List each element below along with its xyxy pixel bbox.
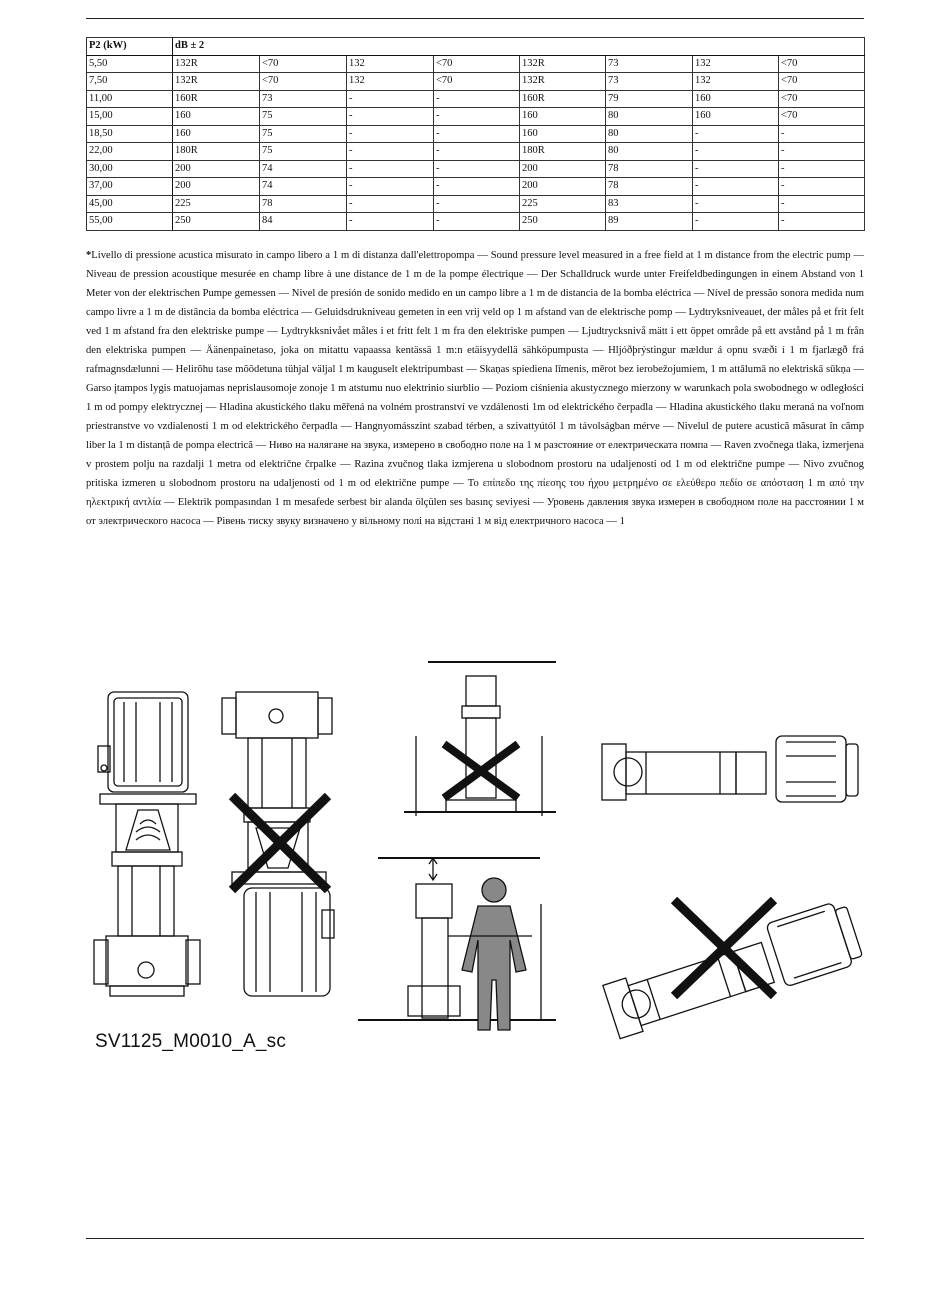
table-cell: - [347,178,434,196]
table-cell: - [693,178,779,196]
pump-vertical-correct [94,692,200,996]
table-row [87,213,865,231]
cross-pit [444,744,518,798]
cross-pump-inverted [232,796,328,890]
footnote-sentence: Το επίπεδο της πίεσης του ήχου μετρημένο σε ελεύθερο πεδίο σε απόσταση 1 m από την ηλεκτρική αντλία [86,478,864,508]
table-cell: 78 [260,195,347,213]
footnote-separator: — [466,364,477,375]
row-power-cell: 7,50 [87,73,173,91]
table-cell: 160R [173,90,260,108]
footnote-separator: — [675,307,686,318]
noise-level-table [86,37,865,231]
table-cell: <70 [434,73,520,91]
footnote-separator: — [477,250,488,261]
table-row [87,90,865,108]
footnote-separator: — [164,497,175,508]
footnote-sentence: Der Schalldruck wurde unter Freifeldbedingungen in einem Abstand von 1 Meter von der elektrischen Pumpe gemessen [86,269,865,299]
footnote-separator: — [710,440,722,451]
footnote-separator: — [655,402,667,413]
table-cell: - [434,108,520,126]
row-power-cell: 30,00 [87,160,173,178]
header-db: dB ± 2 [173,38,865,56]
figure-code: SV1125_M0010_A_sc [95,1031,287,1052]
table-cell: <70 [260,73,347,91]
table-cell: - [347,125,434,143]
table-cell: - [434,178,520,196]
header-p2: P2 (kW) [87,38,173,56]
footnote-sentence: Poziom ciśnienia akustycznego mierzony w warunkach pola swobodnego w odległości 1 m od pompy elektrycznej [86,383,864,413]
footnote-separator: — [205,402,217,413]
footnote-separator: — [267,326,278,337]
table-cell: - [779,213,865,231]
table-cell: 200 [173,178,260,196]
row-power-cell: 45,00 [87,195,173,213]
footnote-sentence: Geluidsdrukniveau gemeten in een vrij veld op 1 m afstand van de elektrische pomp [314,307,673,318]
table-row [87,178,865,196]
row-power-cell: 18,50 [87,125,173,143]
row-power-cell: 15,00 [87,108,173,126]
table-row [87,125,865,143]
table-cell: 160 [173,108,260,126]
table-cell: 180R [173,143,260,161]
table-cell: 200 [173,160,260,178]
footnote-separator: — [853,364,865,375]
table-cell: 132R [173,73,260,91]
table-cell: 160R [520,90,606,108]
footnote-sentence: Ниво на налягане на звука, измерено в свободно поле на 1 м разстояние от електрическата помпа [268,440,708,451]
table-cell: 80 [606,125,693,143]
table-cell: - [434,143,520,161]
table-cell: - [779,195,865,213]
table-cell: - [779,160,865,178]
table-cell: 80 [606,143,693,161]
footnote-separator: — [301,307,313,318]
table-cell: <70 [779,55,865,73]
table-row [87,143,865,161]
table-row [87,73,865,91]
table-cell: - [347,160,434,178]
footnote-star: * [86,250,92,261]
footnote-sentence: Уровень давления звука измерен в свободном поле на расстоянии 1 м от электрического насоса [86,497,864,527]
row-power-cell: 11,00 [87,90,173,108]
pump-clearance-person [358,858,556,1030]
table-cell: - [347,143,434,161]
footnote-separator: — [482,383,493,394]
table-cell: - [693,160,779,178]
installation-figure [86,640,876,1060]
footnote-sentence: Ljudtrycksnivå mätt i ett öppet område på ett avstånd på 1 m från den elektriska pumpen [86,326,865,356]
footnote-separator: — [693,288,705,299]
table-cell: 75 [260,125,347,143]
footnote-separator: — [162,364,173,375]
row-power-cell: 22,00 [87,143,173,161]
footnote-sentence: Lydtryksniveauet, der måles på et frit felt ved 1 m afstand fra den elektriske pumpe [86,307,864,337]
table-cell: 75 [260,108,347,126]
table-cell: 160 [520,125,606,143]
table-cell: - [347,90,434,108]
table-cell: 160 [693,90,779,108]
table-row [87,160,865,178]
footnote-separator: — [526,269,538,280]
footnote-separator: — [853,250,865,261]
table-cell: - [693,195,779,213]
footnote-sentence: Raven zvočnega tlaka, izmerjena v prostem polju na razdalji 1 metra od električne črpalke [86,440,864,470]
table-cell: 132 [693,55,779,73]
table-cell: 75 [260,143,347,161]
footnote-sentence: Garso įtampos lygis matuojamas neprislausomoje zonoje 1 m atstumu nuo elektrinio siurblio [86,383,480,394]
footnote-separator: — [663,421,674,432]
table-cell: 80 [606,108,693,126]
footnote-separator: — [453,478,464,489]
top-rule [86,18,864,19]
table-cell: 74 [260,178,347,196]
footnote-sentence: Hladina akustického tlaku měřená na volném prostranství ve vzdálenosti 1m od elektrického čerpadla [219,402,653,413]
table-row [87,195,865,213]
table-cell: - [693,143,779,161]
footnote-reference-number: 1 [619,516,625,527]
table-cell: 132 [347,73,434,91]
row-power-cell: 5,50 [87,55,173,73]
table-cell: - [693,213,779,231]
table-cell: 250 [520,213,606,231]
table-cell: - [693,125,779,143]
footnote-sentence: Sound pressure level measured in a free field at 1 m distance from the electric pump [490,250,851,261]
footnote-sentence: Helirõhu tase mõõdetuna tühjal väljal 1 m kauguselt elektripumbast [175,364,464,375]
table-cell: <70 [779,90,865,108]
sound-pressure-footnote [86,246,864,531]
footnote-separator: — [203,516,214,527]
table-cell: - [779,125,865,143]
table-cell: - [347,213,434,231]
table-cell: - [434,213,520,231]
table-cell: 73 [606,55,693,73]
table-cell: 74 [260,160,347,178]
footnote-separator: — [533,497,544,508]
footnote-sentence: Nivelul de putere acustică măsurat în câmp liber la 1 m distanță de pompa electrică [86,421,865,451]
table-cell: 225 [173,195,260,213]
footnote-sentence: Hangnyomásszint szabad térben, a szivattyútól 1 m távolságban mérve [354,421,660,432]
footnote-sentence: Hladina akustického tlaku meraná na voľnom priestranstve vo vzdialenosti 1 m od elektrického čerpadla [86,402,864,432]
table-cell: 250 [173,213,260,231]
table-row [87,108,865,126]
table-cell: <70 [260,55,347,73]
footnote-separator: — [592,345,604,356]
footnote-sentence: Niveau de pression acoustique mesurée en champ libre à une distance de 1 m de la pompe électrique [86,269,524,280]
table-cell: 160 [173,125,260,143]
table-cell: 73 [260,90,347,108]
table-cell: 200 [520,178,606,196]
footnote-sentence: Nivo zvučnog pritiska izmeren u slobodnom prostoru na udaljenosti od 1 m od električne pumpe [86,459,864,489]
footnote-separator: — [788,459,800,470]
pump-tilted-wrong [600,899,864,1041]
footnote-separator: — [190,345,202,356]
cross-tilted [674,900,774,996]
footnote-separator: — [340,421,352,432]
pump-horizontal-correct [602,736,858,802]
footnote-sentence: Elektrik pompasından 1 m mesafede serbest bir alanda ölçülen ses basınç seviyesi [177,497,531,508]
footnote-sentence: Razina zvučnog tlaka izmjerena u slobodnom prostoru na udaljenosti od 1 m od električne pumpe [354,459,785,470]
table-cell: 180R [520,143,606,161]
table-cell: 225 [520,195,606,213]
footnote-separator: — [339,459,351,470]
table-cell: - [779,143,865,161]
table-cell: 132R [520,73,606,91]
footnote-sentence: Nível de pressão sonora medida num campo livre a 1 m de distância da bomba eléctrica [86,288,864,318]
footnote-sentence: Nivel de presión de sonido medido en un campo libre a 1 m de distancia de la bomba eléctrica [291,288,692,299]
table-cell: 83 [606,195,693,213]
table-header-row [87,38,865,56]
table-cell: 132R [173,55,260,73]
table-cell: - [434,160,520,178]
table-cell: 89 [606,213,693,231]
row-power-cell: 55,00 [87,213,173,231]
pump-in-pit-wrong [404,662,556,816]
table-cell: 160 [693,108,779,126]
bottom-rule [86,1238,864,1239]
table-cell: - [434,195,520,213]
table-cell: 132R [520,55,606,73]
footnote-sentence: Hljóðþrýstingur mældur á opnu svæði í 1 m fjarlægð frá rafmagnsdælunni [86,345,864,375]
table-cell: - [779,178,865,196]
row-power-cell: 37,00 [87,178,173,196]
footnote-separator: — [606,516,617,527]
table-cell: - [434,125,520,143]
footnote-sentence: Äänenpainetaso, joka on mitattu vapaassa kentässä 1 m:n etäisyydellä sähköpumpusta [205,345,589,356]
table-cell: 78 [606,160,693,178]
table-cell: 78 [606,178,693,196]
table-cell: - [347,108,434,126]
table-cell: 79 [606,90,693,108]
footnote-separator: — [255,440,267,451]
table-cell: <70 [779,73,865,91]
footnote-sentence: Lydtrykksnivået måles i et fritt felt 1 m fra den elektriske pumpen [280,326,565,337]
table-cell: 132 [693,73,779,91]
table-cell: 132 [347,55,434,73]
footnote-sentence: Skaņas spiediena līmenis, mērot bez ierobežojumiem, 1 m attālumā no elektriskā sūkņa [479,364,851,375]
table-cell: 160 [520,108,606,126]
table-cell: 200 [520,160,606,178]
footnote-sentence: Livello di pressione acustica misurato in campo libero a 1 m di distanza dall'elettropompa [91,250,475,261]
table-cell: <70 [779,108,865,126]
table-cell: - [347,195,434,213]
table-cell: - [434,90,520,108]
table-cell: 73 [606,73,693,91]
footnote-separator: — [278,288,290,299]
table-row [87,55,865,73]
footnote-separator: — [567,326,579,337]
table-cell: <70 [434,55,520,73]
table-cell: 84 [260,213,347,231]
footnote-sentence: Рівень тиску звуку визначено у вільному полі на відстані 1 м від електричного насоса [216,516,604,527]
